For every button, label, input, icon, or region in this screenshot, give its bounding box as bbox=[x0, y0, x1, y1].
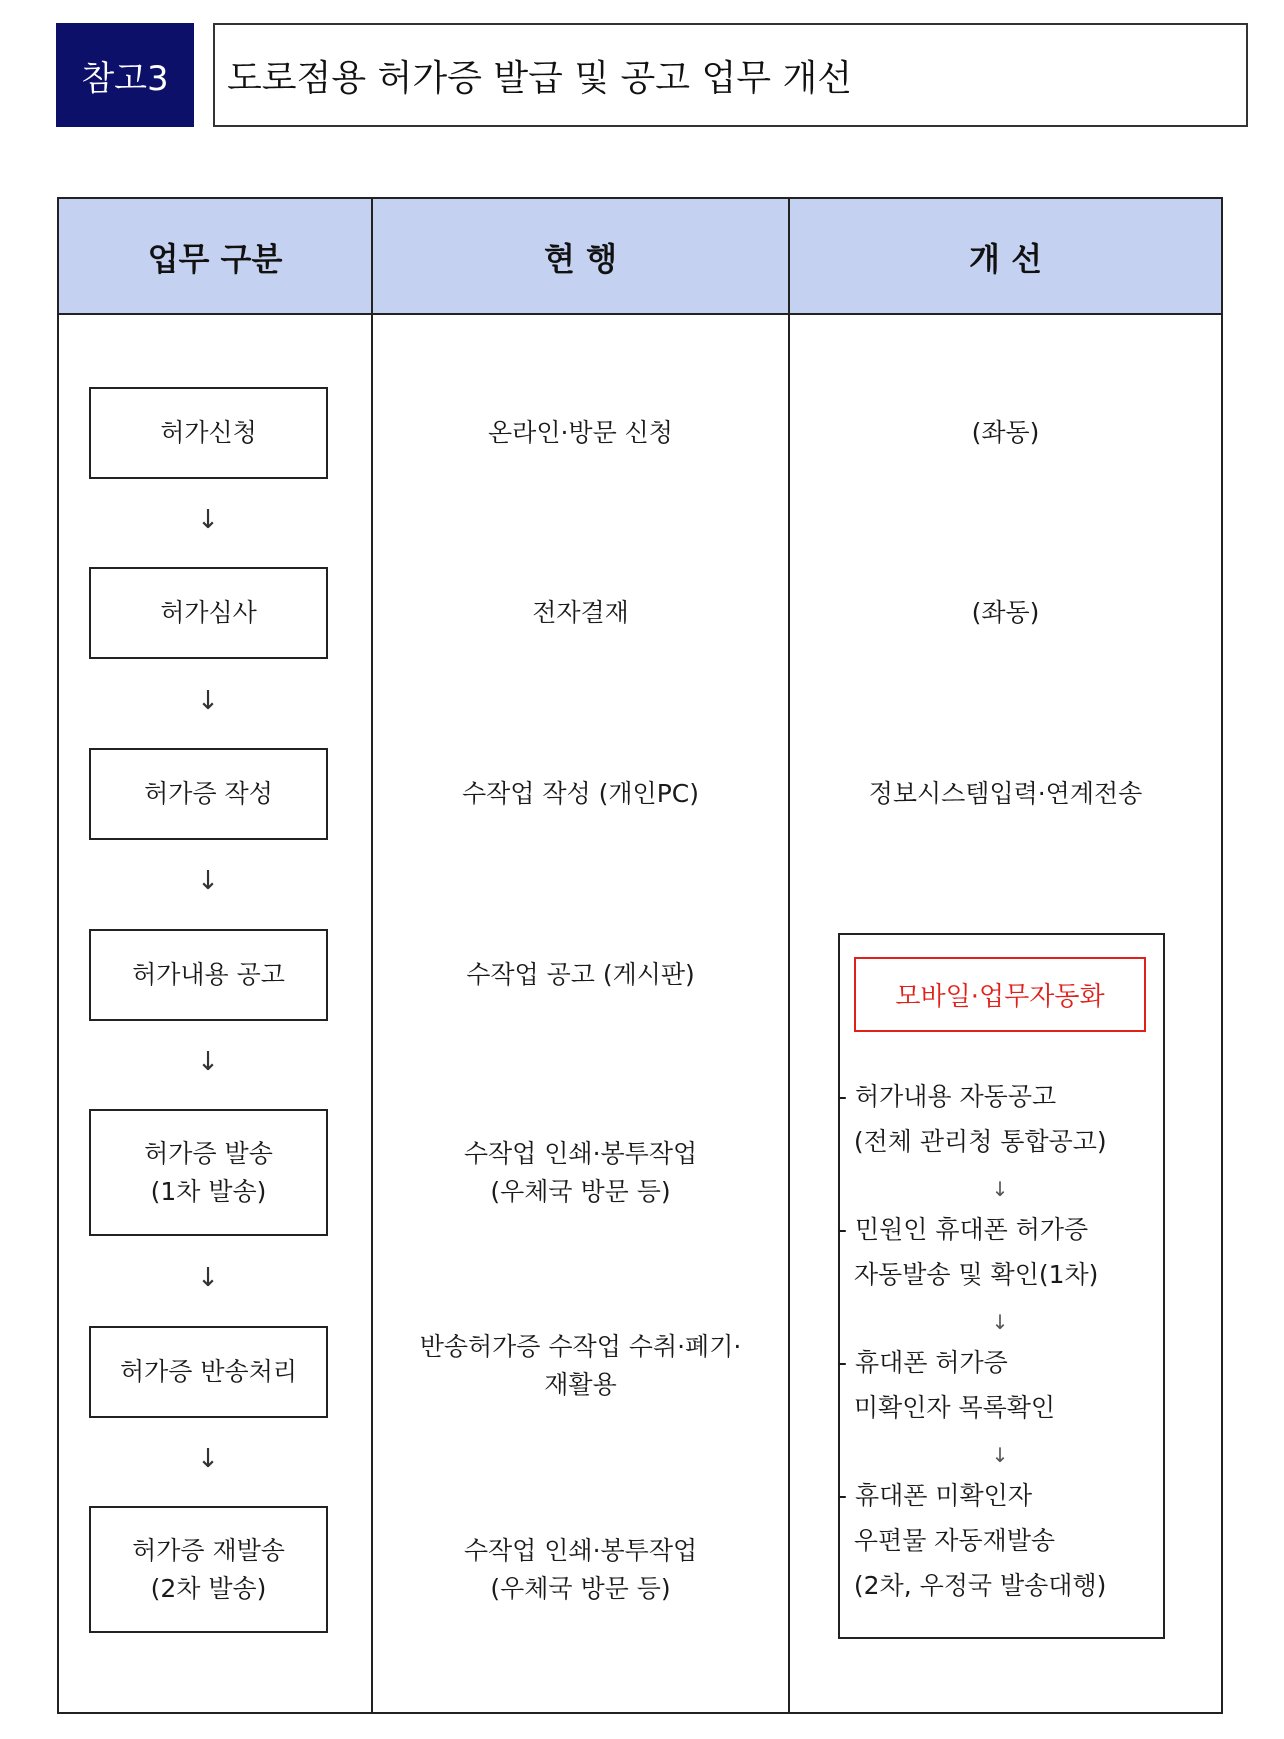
step-box-second-dispatch bbox=[89, 1506, 328, 1633]
improved-cell bbox=[790, 567, 1221, 659]
current-cell bbox=[373, 929, 788, 1021]
flow-arrow-down: ↓ bbox=[197, 686, 219, 716]
reference-badge: 참고3 bbox=[56, 23, 194, 127]
current-text: 반송허가증 수작업 수취·폐기· bbox=[419, 1332, 742, 1361]
current-text: 재활용 bbox=[544, 1370, 617, 1399]
improved-cell bbox=[790, 387, 1221, 479]
current-text: 전자결재 bbox=[532, 598, 629, 627]
current-cell bbox=[373, 387, 788, 479]
document-title-text: 도로점용 허가증 발급 및 공고 업무 개선 bbox=[227, 57, 853, 99]
step-box-public-notice bbox=[89, 929, 328, 1021]
column-header-improved: 개 선 bbox=[969, 240, 1042, 278]
improvement-item: - 민원인 휴대폰 허가증 bbox=[838, 1215, 1089, 1244]
flow-arrow-down: ↓ bbox=[991, 1310, 1009, 1334]
improved-text: 정보시스템입력·연계전송 bbox=[868, 779, 1143, 808]
improvement-item: - 허가내용 자동공고 bbox=[838, 1082, 1057, 1111]
current-text: 수작업 인쇄·봉투작업 bbox=[463, 1138, 698, 1168]
step-box-review bbox=[89, 567, 328, 659]
step-sublabel: (1차 발송) bbox=[150, 1176, 267, 1206]
current-text: 수작업 인쇄·봉투작업 bbox=[463, 1535, 698, 1565]
current-cell bbox=[373, 748, 788, 840]
step-box-application bbox=[89, 387, 328, 479]
current-text: 온라인·방문 신청 bbox=[488, 418, 673, 447]
improvement-heading: 모바일·업무자동화 bbox=[854, 957, 1146, 1032]
improvement-item-detail: (전체 관리청 통합공고) bbox=[838, 1127, 1107, 1156]
improvement-item: - 휴대폰 미확인자 bbox=[838, 1481, 1032, 1510]
step-label: 허가신청 bbox=[160, 418, 257, 447]
current-text: 수작업 공고 (게시판) bbox=[466, 960, 695, 989]
improvement-item-detail: 우편물 자동재발송 bbox=[838, 1526, 1056, 1555]
step-label: 허가증 발송 bbox=[144, 1138, 273, 1168]
flow-arrow-down: ↓ bbox=[197, 866, 219, 896]
flow-arrow-down: ↓ bbox=[991, 1177, 1009, 1201]
column-header-task: 업무 구분 bbox=[147, 240, 283, 278]
improvement-item-detail: (2차, 우정국 발송대행) bbox=[838, 1571, 1107, 1600]
column-header-current: 현 행 bbox=[544, 240, 617, 278]
step-box-first-dispatch bbox=[89, 1109, 328, 1236]
flow-arrow-down: ↓ bbox=[197, 505, 219, 535]
current-text: 수작업 작성 (개인PC) bbox=[462, 779, 699, 808]
improved-cell bbox=[790, 748, 1221, 840]
flow-arrow-down: ↓ bbox=[197, 1444, 219, 1474]
step-box-permit-drafting bbox=[89, 748, 328, 840]
document-title bbox=[213, 23, 1248, 127]
step-label: 허가증 재발송 bbox=[132, 1535, 285, 1565]
improvement-item-detail: 자동발송 및 확인(1차) bbox=[838, 1260, 1099, 1289]
current-cell bbox=[373, 567, 788, 659]
improvement-item-detail: 미확인자 목록확인 bbox=[838, 1393, 1056, 1422]
flow-arrow-down: ↓ bbox=[197, 1047, 219, 1077]
step-sublabel: (2차 발송) bbox=[150, 1573, 267, 1603]
improved-text: (좌동) bbox=[971, 418, 1040, 447]
step-box-return-handling bbox=[89, 1326, 328, 1418]
improvement-item: - 휴대폰 허가증 bbox=[838, 1348, 1008, 1377]
current-text: (우체국 방문 등) bbox=[490, 1176, 671, 1206]
step-label: 허가증 반송처리 bbox=[120, 1357, 297, 1386]
improved-text: (좌동) bbox=[971, 598, 1040, 627]
step-label: 허가심사 bbox=[160, 598, 257, 627]
flow-arrow-down: ↓ bbox=[991, 1443, 1009, 1467]
current-cell bbox=[373, 1109, 788, 1236]
step-label: 허가증 작성 bbox=[144, 779, 273, 808]
flow-arrow-down: ↓ bbox=[197, 1263, 219, 1293]
current-cell bbox=[373, 1506, 788, 1633]
current-cell bbox=[373, 1316, 788, 1416]
current-text: (우체국 방문 등) bbox=[490, 1573, 671, 1603]
step-label: 허가내용 공고 bbox=[132, 960, 285, 989]
